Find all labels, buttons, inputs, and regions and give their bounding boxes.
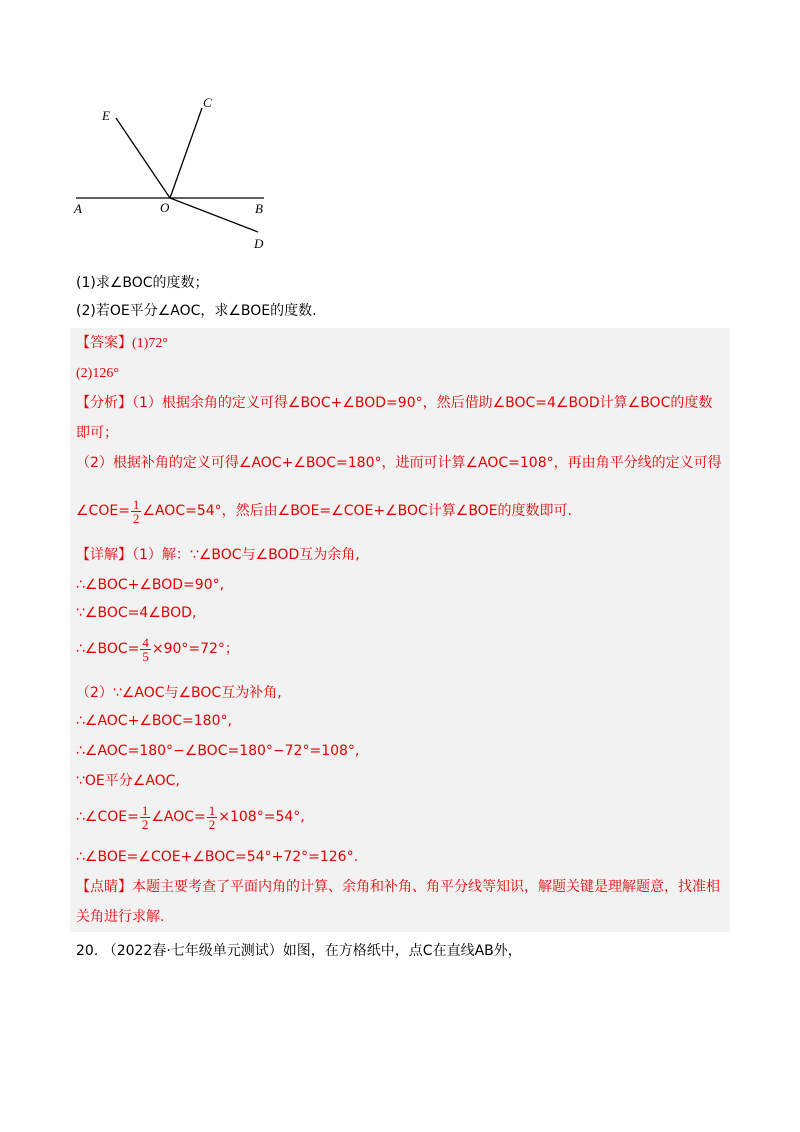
label-e: E: [102, 108, 110, 123]
answer-tag: 【答案】: [76, 335, 132, 351]
detail-text-9-post: ×108°=54°,: [218, 809, 305, 825]
detail-text-5: （2）∵∠AOC与∠BOC互为补角,: [76, 685, 282, 701]
detail-text-1: （1）解：∵∠BOC与∠BOD互为余角,: [132, 547, 360, 563]
comment-text-1: 本题主要考查了平面内角的计算、余角和补角、角平分线等知识，解题关键是理解题意，找准相: [132, 879, 720, 895]
detail-text-4-pre: ∴∠BOC=: [76, 641, 140, 657]
label-d: D: [254, 236, 264, 251]
label-c: C: [203, 95, 212, 110]
analysis-line-3: [76, 452, 722, 474]
comment-tag: 【点睛】: [76, 879, 132, 895]
analysis-tag: 【分析】: [76, 395, 132, 411]
detail-text-3: ∵∠BOC=4∠BOD,: [76, 605, 197, 621]
detail-text-10: ∴∠BOE=∠COE+∠BOC=54°+72°=126°.: [76, 849, 359, 865]
analysis-text-1: （1）根据余角的定义可得∠BOC+∠BOD=90°，然后借助∠BOC=4∠BOD计算∠BOC的度数: [132, 395, 713, 411]
detail-line-8: [76, 770, 180, 792]
frac-den: 2: [208, 816, 216, 832]
frac-num: 1: [208, 802, 216, 818]
analysis-text-4-post: ∠AOC=54°，然后由∠BOE=∠COE+∠BOC计算∠BOE的度数即可.: [142, 503, 572, 519]
detail-text-9-mid: ∠AOC=: [151, 809, 206, 825]
analysis-text-3: （2）根据补角的定义可得∠AOC+∠BOC=180°，进而可计算∠AOC=108°，再由角平分线的定义可得: [76, 455, 722, 471]
detail-line-6: [76, 710, 232, 732]
label-o: O: [160, 200, 170, 215]
comment-line-1: [76, 876, 720, 898]
answer-line-1: [76, 332, 168, 355]
detail-line-10: [76, 846, 358, 868]
comment-text-2: 关角进行求解.: [76, 909, 165, 925]
detail-text-6: ∴∠AOC+∠BOC=180°,: [76, 713, 232, 729]
frac-num: 1: [141, 802, 149, 818]
detail-text-8: ∵OE平分∠AOC,: [76, 773, 180, 789]
detail-line-7: [76, 740, 359, 762]
frac-den: 2: [132, 510, 140, 526]
label-a: A: [74, 201, 82, 216]
answer-2: (2)126°: [76, 366, 119, 381]
ray-oe: [116, 118, 170, 198]
analysis-line-4: [76, 496, 572, 526]
question-2: (2)若OE平分∠AOC，求∠BOE的度数.: [76, 303, 317, 319]
next-question: 20. （2022春·七年级单元测试）如图，在方格纸中，点C在直线AB外，: [76, 943, 522, 959]
answer-1: (1)72°: [132, 336, 168, 351]
analysis-text-4-pre: ∠COE=: [76, 503, 130, 519]
frac-den: 5: [142, 648, 149, 664]
comment-line-2: [76, 906, 164, 928]
question-1: (1)求∠BOC的度数；: [76, 275, 209, 291]
fraction-half-1: [140, 804, 151, 831]
detail-text-4-post: ×90°=72°；: [151, 641, 239, 657]
detail-line-9: [76, 800, 305, 834]
detail-line-2: [76, 574, 224, 596]
ray-od: [170, 198, 258, 232]
detail-line-5: [76, 682, 282, 704]
detail-line-1: [76, 544, 360, 566]
fraction-half-2: [207, 804, 218, 831]
analysis-text-2: 即可；: [76, 425, 118, 441]
fraction-half: [131, 498, 142, 525]
fraction-four-fifths: [140, 636, 151, 663]
detail-text-9-pre: ∴∠COE=: [76, 809, 139, 825]
frac-den: 2: [141, 816, 149, 832]
detail-text-2: ∴∠BOC+∠BOD=90°,: [76, 577, 225, 593]
label-b: B: [255, 201, 263, 216]
frac-num: 4: [142, 634, 149, 650]
frac-num: 1: [132, 496, 140, 512]
analysis-line-2: [76, 422, 118, 444]
detail-tag: 【详解】: [76, 547, 132, 563]
analysis-line-1: [76, 392, 712, 414]
detail-line-3: [76, 602, 196, 624]
solution-block: [70, 328, 730, 932]
angle-figure: [70, 92, 280, 257]
ray-oc: [170, 108, 202, 198]
answer-line-2: [76, 362, 119, 385]
detail-line-4: [76, 632, 239, 666]
detail-text-7: ∴∠AOC=180°−∠BOC=180°−72°=108°,: [76, 743, 360, 759]
